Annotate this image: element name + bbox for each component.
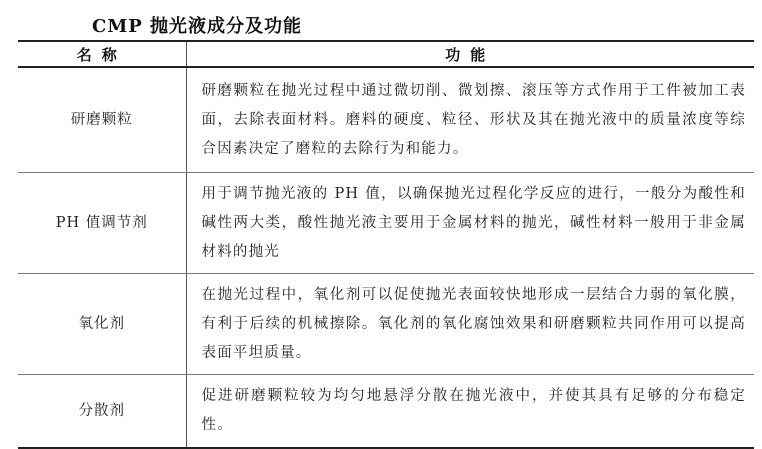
table-body xyxy=(18,67,754,448)
row-name-ph-regulator: PH 值调节剂 xyxy=(18,173,186,274)
header-name: 名称 xyxy=(18,41,186,67)
cropped-source-line xyxy=(18,421,358,427)
row-function-ph-regulator: 用于调节抛光液的 PH 值，以确保抛光过程化学反应的进行，一般分为酸性和碱性两大类，酸性抛光液主要用于金属材料的抛光，碱性材料一般用于非金属材料的抛光 xyxy=(186,173,754,274)
composition-table-container xyxy=(18,40,754,449)
composition-table xyxy=(18,40,754,449)
table-title: CMP 抛光液成分及功能 xyxy=(92,16,303,37)
table-header xyxy=(18,41,754,67)
row-function-oxidant: 在抛光过程中，氧化剂可以促使抛光表面较快地形成一层结合力弱的氧化膜，有利于后续的机械擦除。氧化剂的氧化腐蚀效果和研磨颗粒共同作用可以提高表面平坦质量。 xyxy=(186,274,754,375)
table-row xyxy=(18,375,754,449)
table-row xyxy=(18,173,754,274)
table-row xyxy=(18,274,754,375)
row-name-abrasive: 研磨颗粒 xyxy=(18,67,186,173)
header-row xyxy=(18,41,754,67)
header-function: 功能 xyxy=(186,41,754,67)
row-name-dispersant: 分散剂 xyxy=(18,375,186,449)
table-row xyxy=(18,67,754,173)
row-function-abrasive: 研磨颗粒在抛光过程中通过微切削、微划擦、滚压等方式作用于工件被加工表面，去除表面材料。磨料的硬度、粒径、形状及其在抛光液中的质量浓度等综合因素决定了磨粒的去除行为和能力。 xyxy=(186,67,754,173)
row-name-oxidant: 氧化剂 xyxy=(18,274,186,375)
row-function-dispersant: 促进研磨颗粒较为均匀地悬浮分散在抛光液中，并使其具有足够的分布稳定性。 xyxy=(186,375,754,449)
